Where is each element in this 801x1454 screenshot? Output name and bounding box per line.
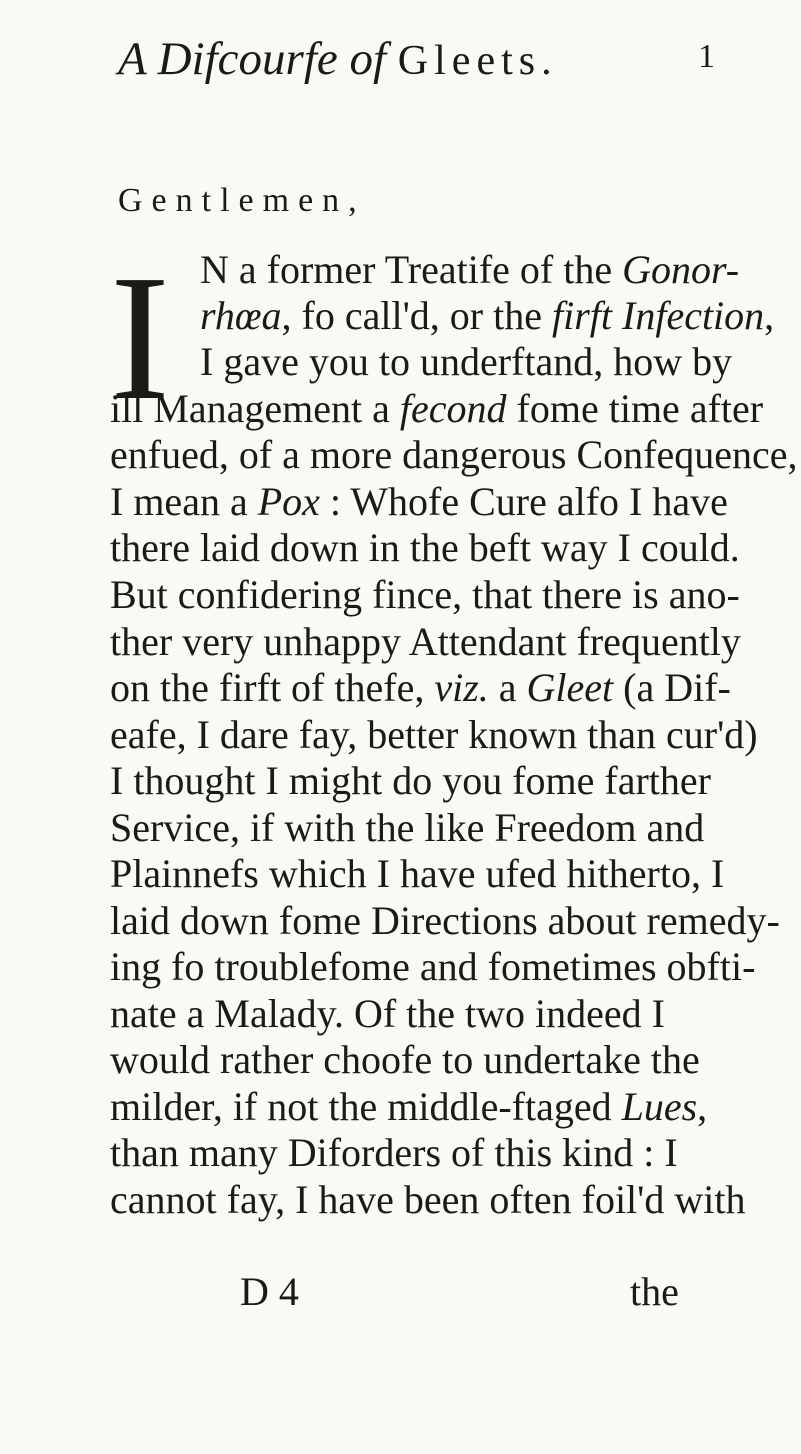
text-line	[110, 385, 763, 433]
catchword: the	[630, 1269, 679, 1314]
text-segment: : Whofe Cure alfo I have	[319, 479, 728, 524]
text-segment: laid down fome Directions about remedy-	[110, 898, 780, 943]
text-line	[110, 478, 728, 526]
text-segment: there laid down in the beft way I could.	[110, 525, 740, 570]
text-segment: (a Dif-	[613, 665, 731, 710]
text-segment: nate a Malady. Of the two indeed I	[110, 991, 665, 1036]
text-segment: I thought I might do you fome farther	[110, 758, 711, 803]
text-segment: Plainnefs which I have ufed hitherto, I	[110, 851, 725, 896]
signature-mark: D 4	[240, 1269, 299, 1314]
text-segment: rhœa	[200, 293, 282, 338]
salutation: Gentlemen,	[118, 182, 366, 219]
text-line	[200, 338, 732, 386]
page-footer	[110, 1268, 710, 1318]
text-line	[110, 664, 731, 712]
drop-cap: I	[110, 248, 170, 413]
page-number: 1	[698, 38, 715, 75]
text-segment: Gonor-	[622, 247, 740, 292]
text-segment: ing fo troublefome and fometimes obfti-	[110, 944, 756, 989]
text-line	[110, 1129, 678, 1177]
text-line	[110, 1036, 700, 1084]
text-segment: , fo call'd, or the	[281, 293, 552, 338]
running-title-caps: Gleets.	[397, 38, 558, 84]
text-line	[110, 850, 724, 898]
text-line	[200, 246, 739, 294]
text-segment: firft Infection	[551, 293, 765, 338]
text-line	[200, 292, 774, 340]
text-segment: would rather choofe to undertake the	[110, 1037, 700, 1082]
text-segment: enfued, of a more dangerous Confequence,	[110, 432, 798, 477]
running-header	[118, 32, 718, 102]
text-segment: ther very unhappy Attendant frequently	[110, 619, 741, 664]
text-line	[110, 571, 740, 619]
text-segment: eafe, I dare fay, better known than cur'd)	[110, 712, 758, 757]
text-line	[110, 524, 740, 572]
running-title	[118, 32, 558, 86]
text-segment: a	[488, 665, 527, 710]
text-line	[110, 1083, 707, 1131]
text-segment: Pox	[257, 479, 320, 524]
text-segment: Service, if with the like Freedom and	[110, 805, 705, 850]
text-segment: on the firft of thefe,	[110, 665, 435, 710]
text-line	[110, 618, 741, 666]
text-segment: But confidering fince, that there is ano-	[110, 572, 740, 617]
text-segment: N a former Treatife of the	[200, 247, 623, 292]
text-segment: ill Management a	[110, 386, 400, 431]
text-segment: cannot fay, I have been often foil'd with	[110, 1177, 746, 1222]
text-segment: milder, if not the middle-ftaged	[110, 1084, 622, 1129]
text-line	[110, 897, 780, 945]
text-line	[110, 943, 755, 991]
text-segment: I mean a	[110, 479, 258, 524]
text-segment: ,	[764, 293, 775, 338]
text-segment: Gleet	[526, 665, 614, 710]
text-segment: fome time after	[506, 386, 764, 431]
text-segment: I gave you to underftand, how by	[200, 339, 733, 384]
text-segment: Lues	[621, 1084, 698, 1129]
running-title-italic: A Difcourfe of	[118, 33, 387, 85]
text-segment: viz.	[434, 665, 489, 710]
text-segment: fecond	[399, 386, 507, 431]
text-segment: than many Diforders of this kind : I	[110, 1130, 678, 1175]
text-line	[110, 804, 704, 852]
text-line	[110, 711, 758, 759]
text-line	[110, 990, 665, 1038]
text-line	[110, 1176, 746, 1224]
text-line	[110, 431, 798, 479]
text-segment: ,	[697, 1084, 708, 1129]
text-line	[110, 757, 711, 805]
